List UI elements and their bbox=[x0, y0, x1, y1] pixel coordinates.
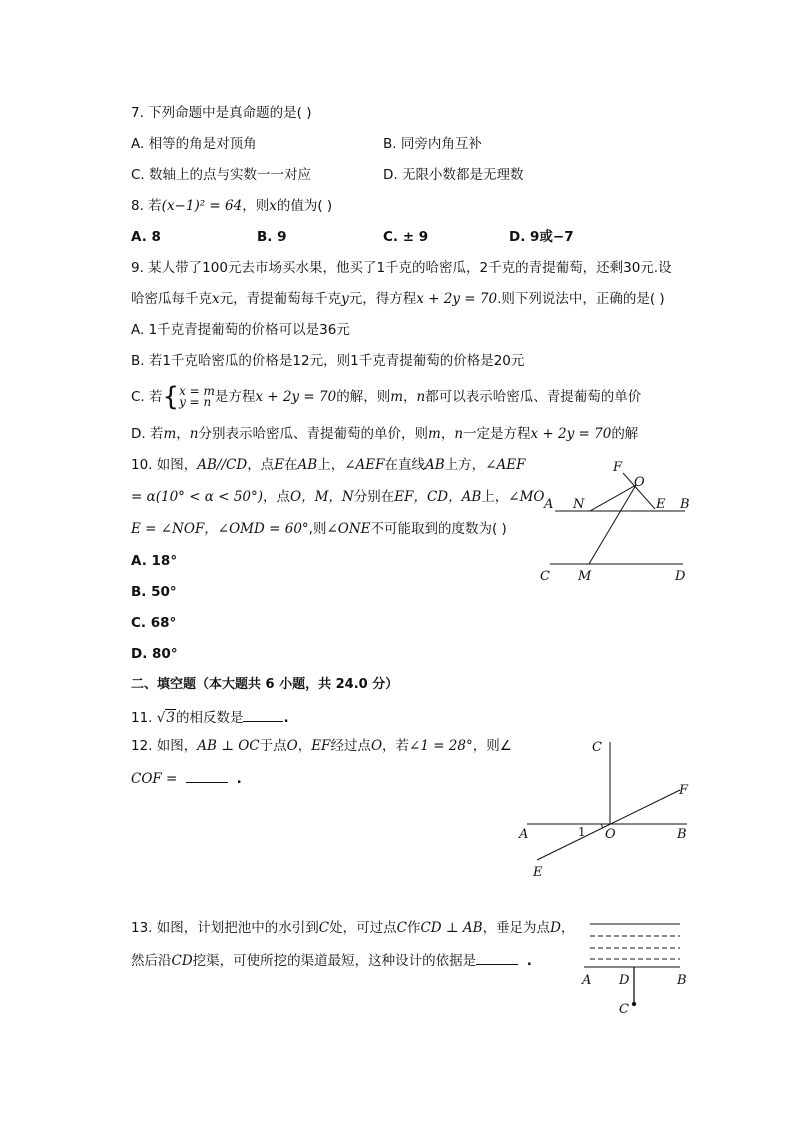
label-n: N bbox=[573, 497, 585, 512]
q9-stem-line2: 哈密瓜每千克x元，青提葡萄每千克y元，得方程x + 2y = 70.则下列说法中，正确的是( ) bbox=[131, 291, 665, 307]
label-d: D bbox=[675, 569, 686, 584]
q7-option-c[interactable]: C. 数轴上的点与实数一一对应 bbox=[131, 167, 312, 183]
label-b: B bbox=[677, 827, 687, 842]
label-b: B bbox=[677, 973, 687, 988]
q10-option-b[interactable]: B. 50° bbox=[131, 584, 177, 600]
q8-option-a[interactable]: A. 8 bbox=[131, 229, 161, 245]
label-c: C bbox=[540, 569, 550, 584]
label-o: O bbox=[605, 827, 616, 842]
line-om bbox=[589, 485, 636, 564]
label-a: A bbox=[582, 973, 592, 988]
label-b: B bbox=[680, 497, 690, 512]
q13-figure bbox=[578, 918, 690, 1018]
q7-option-a[interactable]: A. 相等的角是对顶角 bbox=[131, 136, 257, 152]
label-d: D bbox=[619, 973, 630, 988]
q13-stem-line1: 13. 如图，计划把池中的水引到C处，可过点C作CD ⊥ AB，垂足为点D， bbox=[131, 920, 575, 936]
q10-option-d[interactable]: D. 80° bbox=[131, 646, 178, 662]
q12-answer-blank[interactable] bbox=[186, 768, 228, 783]
q13-stem-line2: 然后沿CD挖渠，可使所挖的渠道最短，这种设计的依据是 . bbox=[131, 950, 532, 970]
q8-stem: 8. 若(x−1)² = 64，则x的值为( ) bbox=[131, 198, 333, 214]
q7-option-b[interactable]: B. 同旁内角互补 bbox=[383, 136, 482, 152]
label-a: A bbox=[544, 497, 554, 512]
point-c bbox=[632, 1002, 636, 1006]
section-title-fill-in: 二、填空题（本大题共 6 小题，共 24.0 分） bbox=[131, 677, 399, 692]
label-1: 1 bbox=[578, 825, 586, 839]
label-a: A bbox=[519, 827, 529, 842]
q10-stem-line1: 10. 如图，AB//CD，点E在AB上，∠AEF在直线AB上方，∠AEF bbox=[131, 457, 526, 473]
q7-option-d[interactable]: D. 无限小数都是无理数 bbox=[383, 167, 524, 183]
q12-stem-line1: 12. 如图，AB ⊥ OC于点O，EF经过点O，若∠1 = 28°，则∠ bbox=[131, 738, 512, 754]
label-f: F bbox=[679, 783, 689, 798]
q10-stem-line2: = α(10° < α < 50°)，点O，M，N分别在EF，CD，AB上，∠MO bbox=[131, 489, 545, 505]
q9-option-c[interactable]: C. 若{x = m y = n 是方程x + 2y = 70的解，则m，n都可以表示哈密瓜、青提葡萄的单价 bbox=[131, 382, 642, 412]
q9-option-b[interactable]: B. 若1千克哈密瓜的价格是12元，则1千克青提葡萄的价格是20元 bbox=[131, 353, 525, 369]
q10-figure bbox=[535, 455, 695, 590]
line-ef bbox=[537, 790, 680, 860]
label-m: M bbox=[578, 569, 592, 584]
q9-stem-line1: 9. 某人带了100元去市场买水果，他买了1千克的哈密瓜，2千克的青提葡萄，还剩30元.设 bbox=[131, 260, 672, 276]
label-c: C bbox=[592, 740, 602, 755]
label-f: F bbox=[613, 460, 623, 475]
angle-1-arc bbox=[601, 824, 603, 828]
q10-stem-line3: E = ∠NOF，∠OMD = 60°,则∠ONE不可能取到的度数为( ) bbox=[131, 521, 507, 537]
q8-option-c[interactable]: C. ± 9 bbox=[383, 229, 429, 245]
q9-option-a[interactable]: A. 1千克青提葡萄的价格可以是36元 bbox=[131, 322, 350, 338]
q10-option-a[interactable]: A. 18° bbox=[131, 553, 178, 569]
q7-stem: 7. 下列命题中是真命题的是( ) bbox=[131, 105, 312, 121]
label-o: O bbox=[634, 475, 645, 490]
q8-option-b[interactable]: B. 9 bbox=[257, 229, 287, 245]
label-e: E bbox=[656, 497, 666, 512]
label-e: E bbox=[533, 865, 543, 880]
q12-stem-line2: COF = . bbox=[131, 768, 242, 788]
q11-stem: 11. √3的相反数是 . bbox=[131, 707, 289, 727]
q10-option-c[interactable]: C. 68° bbox=[131, 615, 177, 631]
line-on bbox=[590, 485, 636, 511]
q13-answer-blank[interactable] bbox=[476, 950, 518, 965]
q9-option-d[interactable]: D. 若m，n分别表示哈密瓜、青提葡萄的单价，则m，n一定是方程x + 2y = 70的解 bbox=[131, 426, 639, 442]
label-c: C bbox=[619, 1002, 629, 1017]
q11-answer-blank[interactable] bbox=[243, 707, 283, 722]
q12-figure bbox=[515, 738, 695, 878]
q8-option-d[interactable]: D. 9或−7 bbox=[509, 229, 574, 245]
